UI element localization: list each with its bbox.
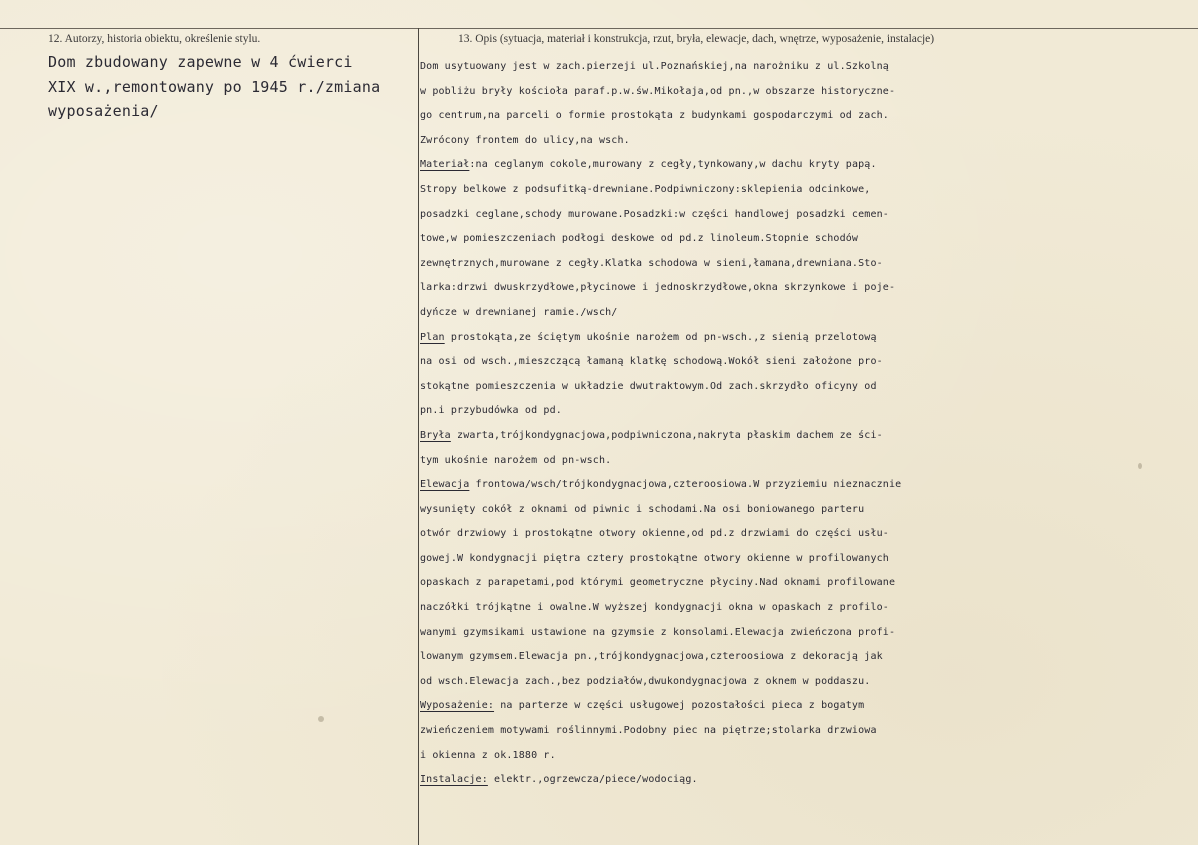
line-text: zewnętrznych,murowane z cegły.Klatka schodowa w sieni,łamana,drewniana.Sto- [420, 257, 883, 269]
description-line [420, 670, 1198, 695]
description-line [420, 227, 1198, 252]
description-line [420, 621, 1198, 646]
line-text: zwieńczeniem motywami roślinnymi.Podobny piec na piętrze;stolarka drzwiowa [420, 725, 877, 737]
line-text: naczółki trójkątne i owalne.W wyższej kondygnacji okna w opaskach z profilo- [420, 602, 889, 614]
line-text: posadzki ceglane,schody murowane.Posadzki:w części handlowej posadzki cemen- [420, 208, 889, 220]
description-line [420, 449, 1198, 474]
line-text: na osi od wsch.,mieszczącą łamaną klatkę schodową.Wokół sieni założone pro- [420, 356, 883, 368]
section-label: Materiał [420, 159, 470, 171]
section-label: Elewacja [420, 479, 470, 491]
line-text: i okienna z ok.1880 r. [420, 749, 556, 761]
description-line [420, 129, 1198, 154]
line-text: w pobliżu bryły kościoła paraf.p.w.św.Mikołaja,od pn.,w obszarze historyczne- [420, 85, 896, 97]
line-text: pn.i przybudówka od pd. [420, 405, 562, 417]
description-line [420, 153, 1198, 178]
description-line [420, 375, 1198, 400]
description-line [420, 276, 1198, 301]
description-line [420, 694, 1198, 719]
history-line: XIX w.,remontowany po 1945 r./zmiana [48, 77, 381, 96]
paper-speck [1138, 463, 1142, 469]
description-line [420, 522, 1198, 547]
line-text: na parterze w części usługowej pozostałości pieca z bogatym [494, 700, 865, 712]
line-text: wanymi gzymsikami ustawione na gzymsie z konsolami.Elewacja zwieńczona profi- [420, 626, 896, 638]
line-text: towe,w pomieszczeniach podłogi deskowe od pd.z linoleum.Stopnie schodów [420, 233, 859, 245]
section-13-header: 13. Opis (sytuacja, materiał i konstrukcja, rzut, bryła, elewacje, dach, wnętrze, wyposażenie, instalacje) [458, 33, 935, 45]
description-line [420, 80, 1198, 105]
line-text: lowanym gzymsem.Elewacja pn.,trójkondygnacjowa,czteroosiowa z dekoracją jak [420, 651, 883, 663]
line-text: tym ukośnie narożem od pn-wsch. [420, 454, 612, 466]
description-line [420, 719, 1198, 744]
description-line [420, 645, 1198, 670]
description-line [420, 178, 1198, 203]
line-text: Zwrócony frontem do ulicy,na wsch. [420, 134, 630, 146]
line-text: prostokąta,ze ściętym ukośnie narożem od pn-wsch.,z sienią przelotową [444, 331, 877, 343]
top-rule [0, 28, 1198, 29]
description-text [420, 55, 1198, 793]
line-text: zwarta,trójkondygnacjowa,podpiwniczona,nakryta płaskim dachem ze ści- [450, 429, 883, 441]
column-divider [418, 28, 419, 845]
description-line [420, 571, 1198, 596]
description-line [420, 55, 1198, 80]
description-line [420, 301, 1198, 326]
history-line: wyposażenia/ [48, 102, 159, 120]
section-label: Instalacje: [420, 774, 488, 786]
description-line [420, 326, 1198, 351]
line-text: larka:drzwi dwuskrzydłowe,płycinowe i jednoskrzydłowe,okna skrzynkowe i poje- [420, 282, 896, 294]
line-text: :na ceglanym cokole,murowany z cegły,tynkowany,w dachu kryty papą. [469, 159, 877, 171]
line-text: otwór drzwiowy i prostokątne otwory okienne,od pd.z drzwiami do części usłu- [420, 528, 889, 540]
description-line [420, 547, 1198, 572]
section-12-header: 12. Autorzy, historia obiektu, określenie stylu. [48, 33, 261, 45]
line-text: stokątne pomieszczenia w układzie dwutraktowym.Od zach.skrzydło oficyny od [420, 380, 877, 392]
line-text: gowej.W kondygnacji piętra cztery prostokątne otwory okienne w profilowanych [420, 552, 889, 564]
description-line [420, 744, 1198, 769]
line-text: elektr.,ogrzewcza/piece/wodociąg. [487, 774, 698, 786]
description-line [420, 498, 1198, 523]
description-line [420, 473, 1198, 498]
line-text: od wsch.Elewacja zach.,bez podziałów,dwukondygnacjowa z oknem w poddaszu. [420, 675, 871, 687]
section-label: Plan [420, 331, 445, 343]
description-line [420, 104, 1198, 129]
description-line [420, 350, 1198, 375]
description-line [420, 252, 1198, 277]
line-text: frontowa/wsch/trójkondygnacjowa,czteroosiowa.W przyziemiu nieznacznie [469, 479, 902, 491]
line-text: Dom usytuowany jest w zach.pierzeji ul.Poznańskiej,na narożniku z ul.Szkolną [420, 61, 889, 72]
description-line [420, 399, 1198, 424]
paper-speck [318, 716, 324, 722]
section-label: Wyposażenie: [420, 700, 495, 712]
description-line [420, 203, 1198, 228]
history-line: Dom zbudowany zapewne w 4 ćwierci [48, 53, 353, 71]
description-line [420, 424, 1198, 449]
history-text [48, 50, 413, 124]
line-text: wysunięty cokół z oknami od piwnic i schodami.Na osi boniowanego parteru [420, 503, 865, 515]
line-text: Stropy belkowe z podsufitką-drewniane.Podpiwniczony:sklepienia odcinkowe, [420, 183, 871, 195]
line-text: go centrum,na parceli o formie prostokąta z budynkami gospodarczymi od zach. [420, 110, 889, 122]
line-text: dyńcze w drewnianej ramie./wsch/ [420, 306, 618, 318]
description-line [420, 768, 1198, 793]
description-line [420, 596, 1198, 621]
line-text: opaskach z parapetami,pod którymi geometryczne płyciny.Nad oknami profilowane [420, 577, 896, 589]
section-label: Bryła [420, 429, 451, 441]
